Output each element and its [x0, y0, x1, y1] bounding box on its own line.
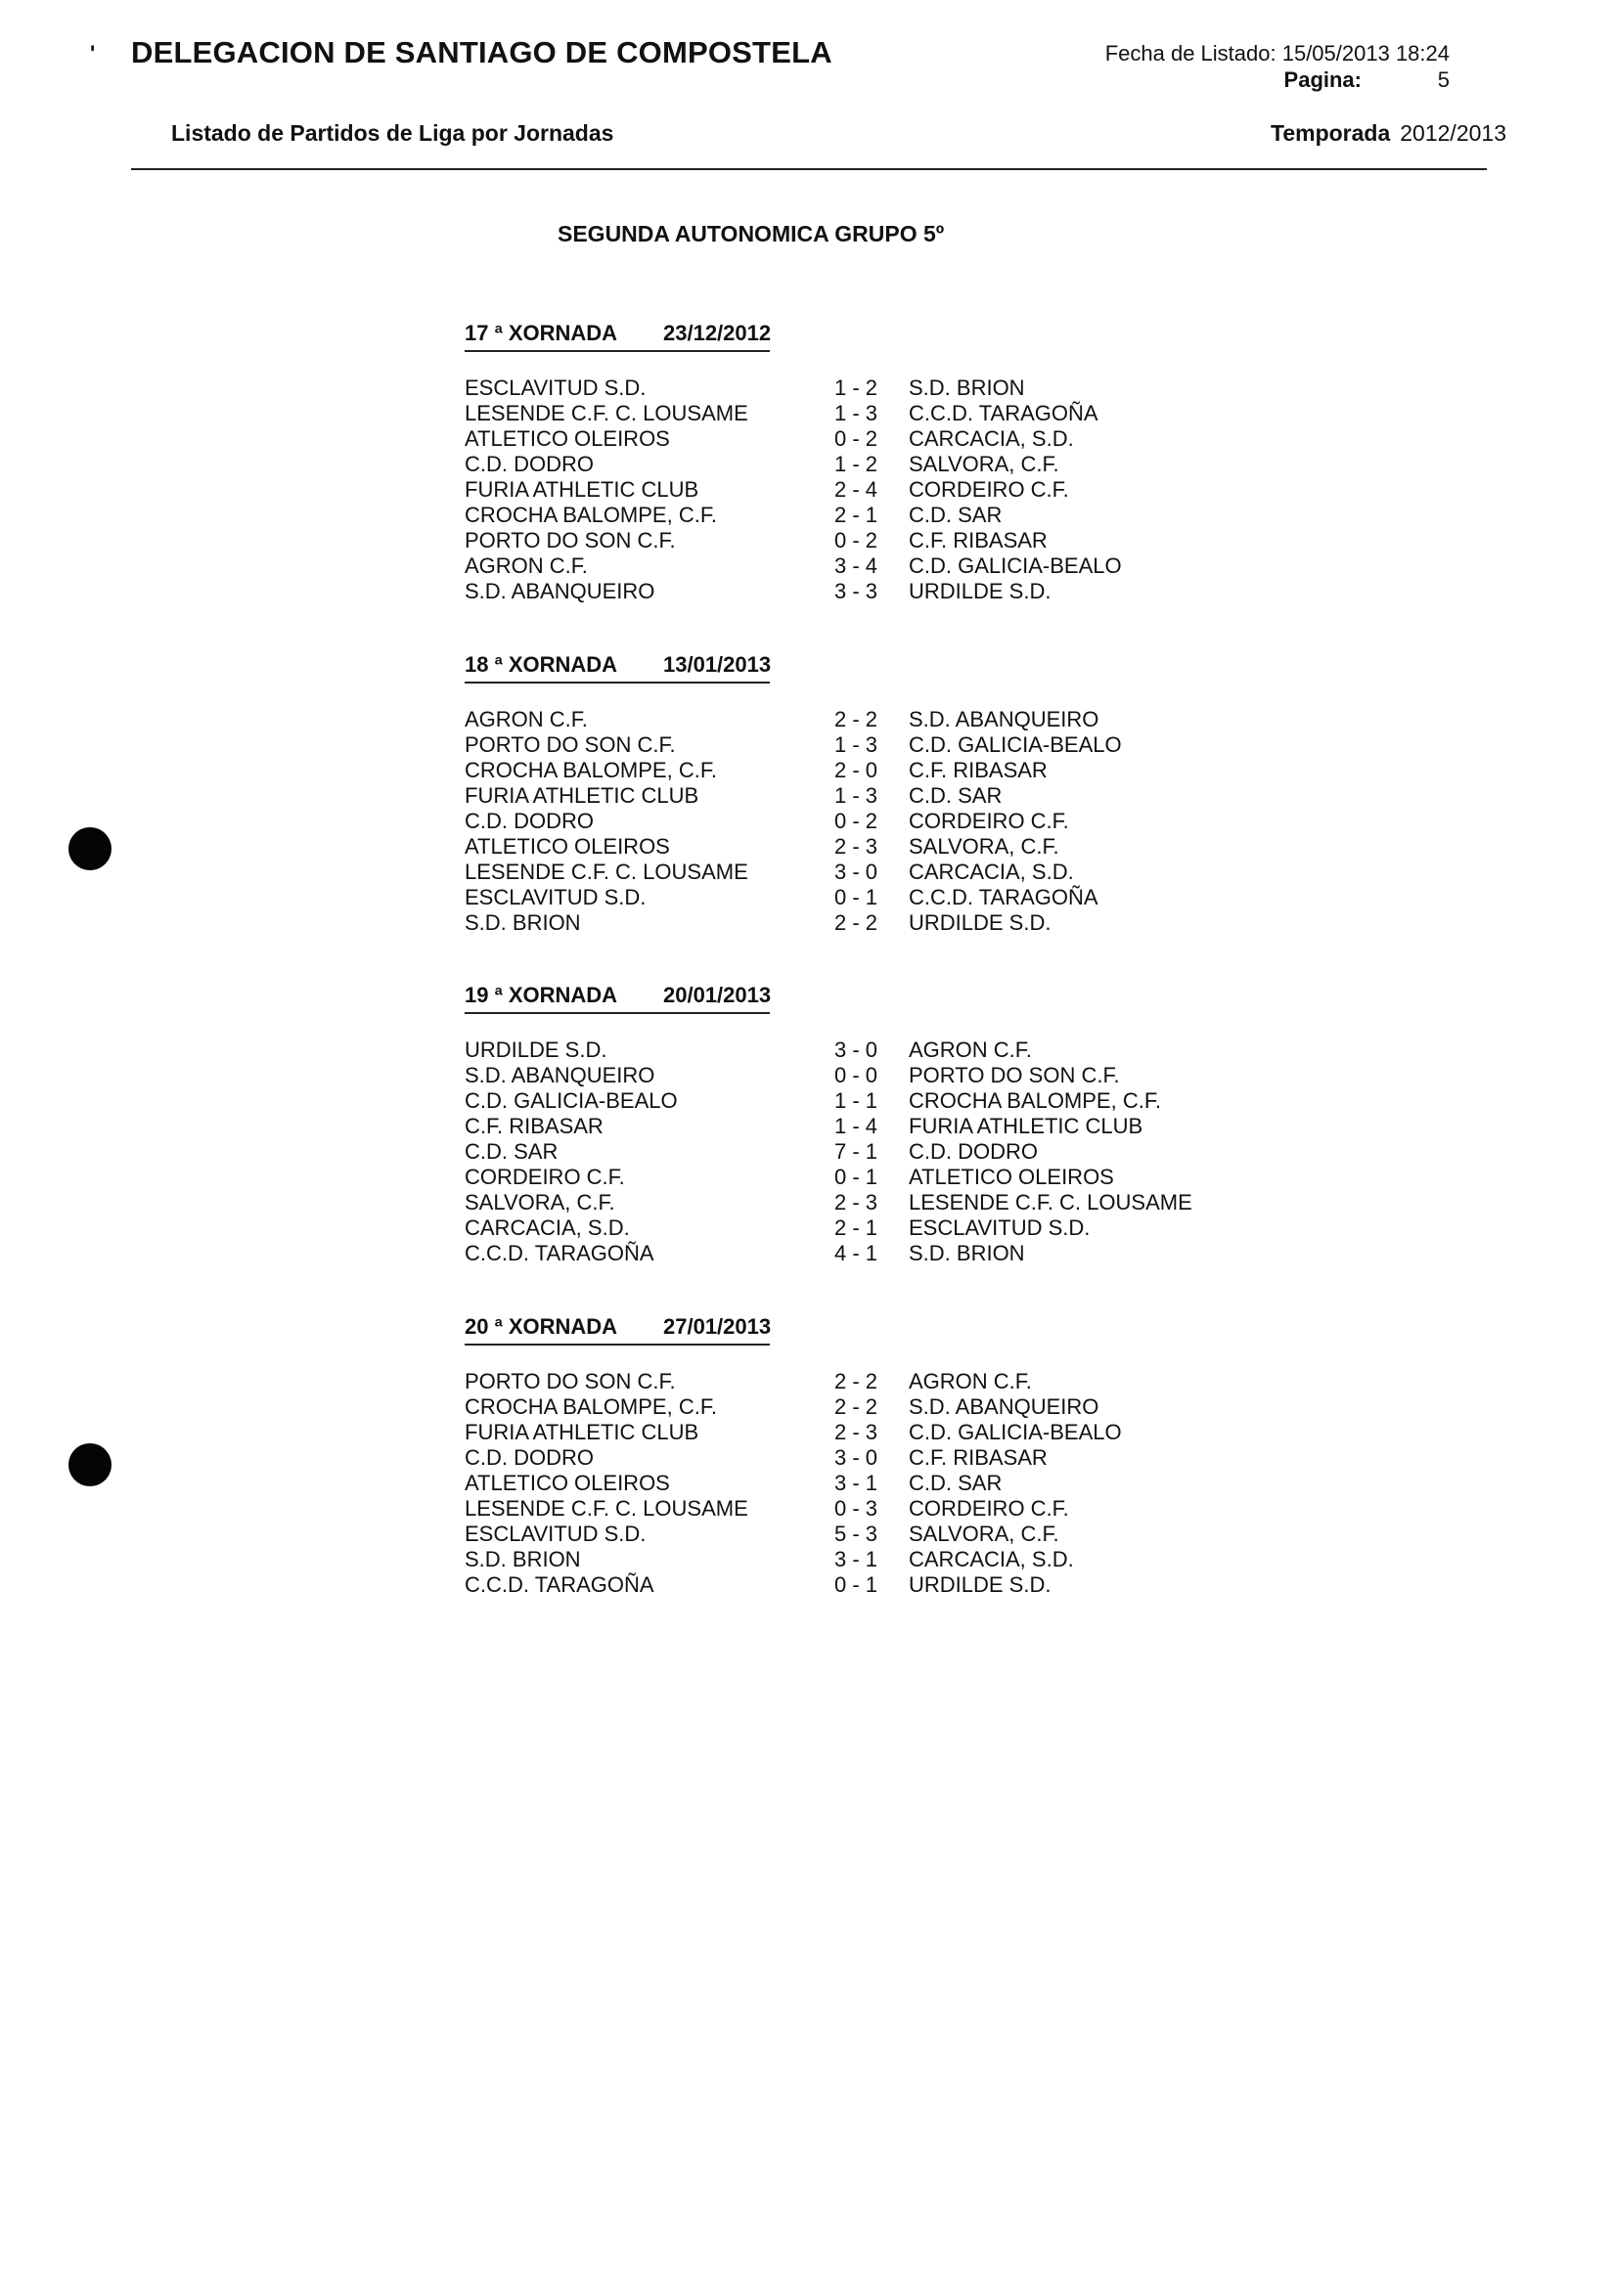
away-team: ATLETICO OLEIROS — [909, 1165, 1114, 1189]
home-team: CROCHA BALOMPE, C.F. — [465, 503, 717, 527]
round-header — [465, 321, 770, 352]
home-team: C.D. SAR — [465, 1139, 559, 1164]
home-team: C.D. DODRO — [465, 1445, 594, 1470]
match-row — [465, 1241, 1316, 1266]
away-team: PORTO DO SON C.F. — [909, 1063, 1120, 1087]
listing-date: Fecha de Listado: 15/05/2013 18:24 — [1104, 41, 1450, 66]
round-name: 20 ª XORNADA — [465, 1314, 618, 1339]
match-score: 2 - 3 — [834, 834, 878, 859]
match-score: 2 - 1 — [834, 503, 878, 527]
competition-title: SEGUNDA AUTONOMICA GRUPO 5º — [558, 221, 945, 246]
match-score: 0 - 2 — [834, 528, 878, 552]
away-team: S.D. BRION — [909, 1241, 1025, 1265]
match-row — [465, 1496, 1316, 1522]
away-team: ESCLAVITUD S.D. — [909, 1215, 1091, 1240]
organization-title: DELEGACION DE SANTIAGO DE COMPOSTELA — [131, 35, 832, 69]
match-row — [465, 477, 1316, 503]
home-team: LESENDE C.F. C. LOUSAME — [465, 401, 748, 425]
away-team: CORDEIRO C.F. — [909, 1496, 1069, 1521]
match-score: 3 - 1 — [834, 1547, 878, 1571]
match-score: 5 - 3 — [834, 1522, 878, 1546]
match-row — [465, 1471, 1316, 1496]
match-row — [465, 1114, 1316, 1139]
round-date: 27/01/2013 — [663, 1314, 772, 1339]
away-team: LESENDE C.F. C. LOUSAME — [909, 1190, 1192, 1214]
match-score: 2 - 2 — [834, 707, 878, 731]
season-label: Temporada — [1270, 120, 1391, 146]
match-score: 1 - 3 — [834, 732, 878, 757]
home-team: S.D. ABANQUEIRO — [465, 1063, 655, 1087]
punch-hole-top — [68, 827, 112, 870]
away-team: C.D. GALICIA-BEALO — [909, 553, 1122, 578]
match-row — [465, 732, 1316, 758]
match-row — [465, 885, 1316, 910]
match-row — [465, 1547, 1316, 1572]
match-score: 1 - 3 — [834, 401, 878, 425]
home-team: FURIA ATHLETIC CLUB — [465, 1420, 699, 1444]
match-list — [465, 375, 1316, 604]
match-score: 2 - 3 — [834, 1190, 878, 1214]
match-row — [465, 1445, 1316, 1471]
match-row — [465, 1063, 1316, 1088]
home-team: CROCHA BALOMPE, C.F. — [465, 1394, 717, 1419]
home-team: AGRON C.F. — [465, 707, 588, 731]
match-row — [465, 1215, 1316, 1241]
report-title: Listado de Partidos de Liga por Jornadas — [171, 120, 614, 146]
away-team: C.F. RIBASAR — [909, 528, 1048, 552]
away-team: SALVORA, C.F. — [909, 452, 1059, 476]
away-team: C.D. DODRO — [909, 1139, 1038, 1164]
match-row — [465, 503, 1316, 528]
away-team: SALVORA, C.F. — [909, 834, 1059, 859]
match-row — [465, 809, 1316, 834]
away-team: URDILDE S.D. — [909, 1572, 1052, 1597]
away-team: C.D. SAR — [909, 783, 1003, 808]
match-score: 1 - 4 — [834, 1114, 878, 1138]
match-score: 1 - 2 — [834, 375, 878, 400]
match-score: 1 - 1 — [834, 1088, 878, 1113]
match-score: 0 - 3 — [834, 1496, 878, 1521]
match-score: 3 - 0 — [834, 1445, 878, 1470]
match-row — [465, 1369, 1316, 1394]
match-score: 2 - 2 — [834, 1394, 878, 1419]
away-team: C.D. SAR — [909, 1471, 1003, 1495]
home-team: AGRON C.F. — [465, 553, 588, 578]
header-divider — [131, 168, 1487, 170]
match-score: 1 - 3 — [834, 783, 878, 808]
match-score: 2 - 1 — [834, 1215, 878, 1240]
away-team: FURIA ATHLETIC CLUB — [909, 1114, 1143, 1138]
away-team: CARCACIA, S.D. — [909, 860, 1074, 884]
away-team: S.D. ABANQUEIRO — [909, 1394, 1099, 1419]
round-17 — [465, 321, 1316, 604]
match-row — [465, 783, 1316, 809]
round-19 — [465, 983, 1316, 1266]
match-row — [465, 579, 1316, 604]
round-header — [465, 652, 770, 684]
away-team: CARCACIA, S.D. — [909, 426, 1074, 451]
season — [1271, 120, 1506, 147]
match-score: 1 - 2 — [834, 452, 878, 476]
round-header — [465, 1314, 770, 1346]
home-team: ATLETICO OLEIROS — [465, 1471, 670, 1495]
home-team: LESENDE C.F. C. LOUSAME — [465, 860, 748, 884]
page-number — [1284, 67, 1450, 93]
round-20 — [465, 1314, 1316, 1598]
away-team: C.F. RIBASAR — [909, 1445, 1048, 1470]
away-team: CROCHA BALOMPE, C.F. — [909, 1088, 1161, 1113]
match-row — [465, 553, 1316, 579]
away-team: SALVORA, C.F. — [909, 1522, 1059, 1546]
home-team: S.D. BRION — [465, 1547, 581, 1571]
match-row — [465, 1165, 1316, 1190]
match-row — [465, 528, 1316, 553]
home-team: CROCHA BALOMPE, C.F. — [465, 758, 717, 782]
match-row — [465, 452, 1316, 477]
round-date: 23/12/2012 — [663, 321, 772, 345]
match-row — [465, 1420, 1316, 1445]
round-date: 13/01/2013 — [663, 652, 772, 677]
match-score: 3 - 1 — [834, 1471, 878, 1495]
match-row — [465, 834, 1316, 860]
round-name: 17 ª XORNADA — [465, 321, 618, 345]
match-score: 0 - 2 — [834, 426, 878, 451]
round-date: 20/01/2013 — [663, 983, 772, 1007]
match-score: 3 - 0 — [834, 860, 878, 884]
home-team: FURIA ATHLETIC CLUB — [465, 783, 699, 808]
home-team: URDILDE S.D. — [465, 1038, 607, 1062]
match-score: 7 - 1 — [834, 1139, 878, 1164]
match-row — [465, 1572, 1316, 1598]
home-team: CORDEIRO C.F. — [465, 1165, 625, 1189]
match-score: 2 - 2 — [834, 910, 878, 935]
scan-mark: ' — [90, 41, 96, 66]
away-team: URDILDE S.D. — [909, 579, 1052, 603]
match-score: 0 - 1 — [834, 1572, 878, 1597]
home-team: S.D. BRION — [465, 910, 581, 935]
home-team: C.D. DODRO — [465, 809, 594, 833]
match-list — [465, 1038, 1316, 1266]
match-score: 3 - 3 — [834, 579, 878, 603]
away-team: S.D. BRION — [909, 375, 1025, 400]
away-team: C.F. RIBASAR — [909, 758, 1048, 782]
away-team: C.D. GALICIA-BEALO — [909, 732, 1122, 757]
home-team: ESCLAVITUD S.D. — [465, 375, 647, 400]
home-team: PORTO DO SON C.F. — [465, 528, 676, 552]
home-team: PORTO DO SON C.F. — [465, 1369, 676, 1393]
away-team: C.D. GALICIA-BEALO — [909, 1420, 1122, 1444]
away-team: CARCACIA, S.D. — [909, 1547, 1074, 1571]
match-row — [465, 1394, 1316, 1420]
round-header — [465, 983, 770, 1014]
away-team: S.D. ABANQUEIRO — [909, 707, 1099, 731]
home-team: CARCACIA, S.D. — [465, 1215, 630, 1240]
away-team: URDILDE S.D. — [909, 910, 1052, 935]
home-team: ESCLAVITUD S.D. — [465, 1522, 647, 1546]
away-team: AGRON C.F. — [909, 1038, 1032, 1062]
away-team: C.C.D. TARAGOÑA — [909, 401, 1098, 425]
home-team: C.F. RIBASAR — [465, 1114, 604, 1138]
round-name: 19 ª XORNADA — [465, 983, 618, 1007]
match-row — [465, 1190, 1316, 1215]
match-score: 2 - 4 — [834, 477, 878, 502]
match-row — [465, 426, 1316, 452]
season-value: 2012/2013 — [1400, 120, 1506, 146]
match-row — [465, 401, 1316, 426]
page-label: Pagina: — [1283, 67, 1362, 92]
match-row — [465, 910, 1316, 936]
match-score: 0 - 1 — [834, 1165, 878, 1189]
home-team: SALVORA, C.F. — [465, 1190, 615, 1214]
away-team: C.C.D. TARAGOÑA — [909, 885, 1098, 909]
match-list — [465, 1369, 1316, 1598]
match-score: 0 - 2 — [834, 809, 878, 833]
home-team: S.D. ABANQUEIRO — [465, 579, 655, 603]
match-row — [465, 1088, 1316, 1114]
match-row — [465, 1038, 1316, 1063]
away-team: CORDEIRO C.F. — [909, 477, 1069, 502]
away-team: CORDEIRO C.F. — [909, 809, 1069, 833]
match-score: 0 - 0 — [834, 1063, 878, 1087]
away-team: AGRON C.F. — [909, 1369, 1032, 1393]
match-score: 2 - 3 — [834, 1420, 878, 1444]
match-score: 0 - 1 — [834, 885, 878, 909]
home-team: LESENDE C.F. C. LOUSAME — [465, 1496, 748, 1521]
match-list — [465, 707, 1316, 936]
match-row — [465, 707, 1316, 732]
match-score: 2 - 0 — [834, 758, 878, 782]
punch-hole-bottom — [68, 1443, 112, 1486]
match-row — [465, 1139, 1316, 1165]
home-team: C.D. DODRO — [465, 452, 594, 476]
match-score: 3 - 0 — [834, 1038, 878, 1062]
match-score: 4 - 1 — [834, 1241, 878, 1265]
home-team: ESCLAVITUD S.D. — [465, 885, 647, 909]
round-name: 18 ª XORNADA — [465, 652, 618, 677]
round-18 — [465, 652, 1316, 936]
match-row — [465, 860, 1316, 885]
match-row — [465, 1522, 1316, 1547]
home-team: ATLETICO OLEIROS — [465, 834, 670, 859]
page-number-value: 5 — [1437, 67, 1450, 92]
away-team: C.D. SAR — [909, 503, 1003, 527]
match-score: 3 - 4 — [834, 553, 878, 578]
home-team: FURIA ATHLETIC CLUB — [465, 477, 699, 502]
home-team: C.C.D. TARAGOÑA — [465, 1241, 654, 1265]
home-team: ATLETICO OLEIROS — [465, 426, 670, 451]
home-team: C.D. GALICIA-BEALO — [465, 1088, 678, 1113]
home-team: C.C.D. TARAGOÑA — [465, 1572, 654, 1597]
match-row — [465, 375, 1316, 401]
home-team: PORTO DO SON C.F. — [465, 732, 676, 757]
match-row — [465, 758, 1316, 783]
match-score: 2 - 2 — [834, 1369, 878, 1393]
